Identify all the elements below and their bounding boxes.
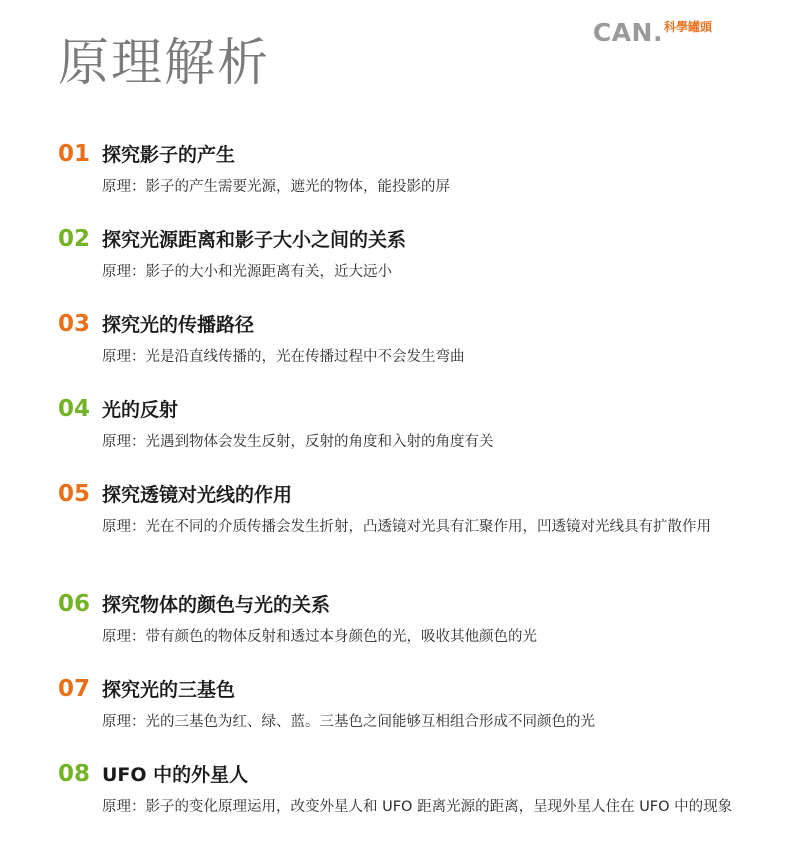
logo-wordmark: CAN. [592,18,663,47]
item-number: 01 [58,141,91,167]
list-item [58,394,738,455]
item-number: 07 [58,676,91,702]
item-title: 探究影子的产生 [102,144,236,166]
item-title: 光的反射 [102,399,179,421]
item-title: 探究光的三基色 [102,679,236,701]
item-number: 06 [58,591,91,617]
item-title: 探究光的传播路径 [102,314,255,336]
list-item [58,309,738,370]
item-description: 原理：影子的变化原理运用，改变外星人和 UFO 距离光源的距离，呈现外星人住在 UFO 中的现象 [102,799,733,815]
list-item [58,479,738,540]
brand-logo [593,20,712,45]
item-title: 探究透镜对光线的作用 [102,484,293,506]
item-number: 02 [58,226,91,252]
item-title: 探究光源距离和影子大小之间的关系 [102,229,407,251]
page-title: 原理解析 [58,34,271,93]
item-number: 05 [58,481,91,507]
item-description: 原理：光是沿直线传播的，光在传播过程中不会发生弯曲 [102,349,465,365]
item-description: 原理：光在不同的介质传播会发生折射，凸透镜对光具有汇聚作用，凹透镜对光线具有扩散作用 [102,519,711,535]
list-item [58,674,738,735]
item-title: UFO 中的外星人 [102,764,249,786]
item-description: 原理：光遇到物体会发生反射，反射的角度和入射的角度有关 [102,434,494,450]
item-number: 03 [58,311,91,337]
list-item [58,224,738,285]
list-item [58,759,738,820]
item-description: 原理：带有颜色的物体反射和透过本身颜色的光，吸收其他颜色的光 [102,629,537,645]
item-description: 原理：光的三基色为红、绿、蓝。三基色之间能够互相组合形成不同颜色的光 [102,714,595,730]
logo-subtitle: 科學罐頭 [663,20,712,34]
item-description: 原理：影子的产生需要光源，遮光的物体，能投影的屏 [102,179,450,195]
item-description: 原理：影子的大小和光源距离有关，近大远小 [102,264,392,280]
list-item [58,589,738,650]
item-number: 04 [58,396,91,422]
item-title: 探究物体的颜色与光的关系 [102,594,331,616]
list-item [58,139,738,200]
item-number: 08 [58,761,91,787]
